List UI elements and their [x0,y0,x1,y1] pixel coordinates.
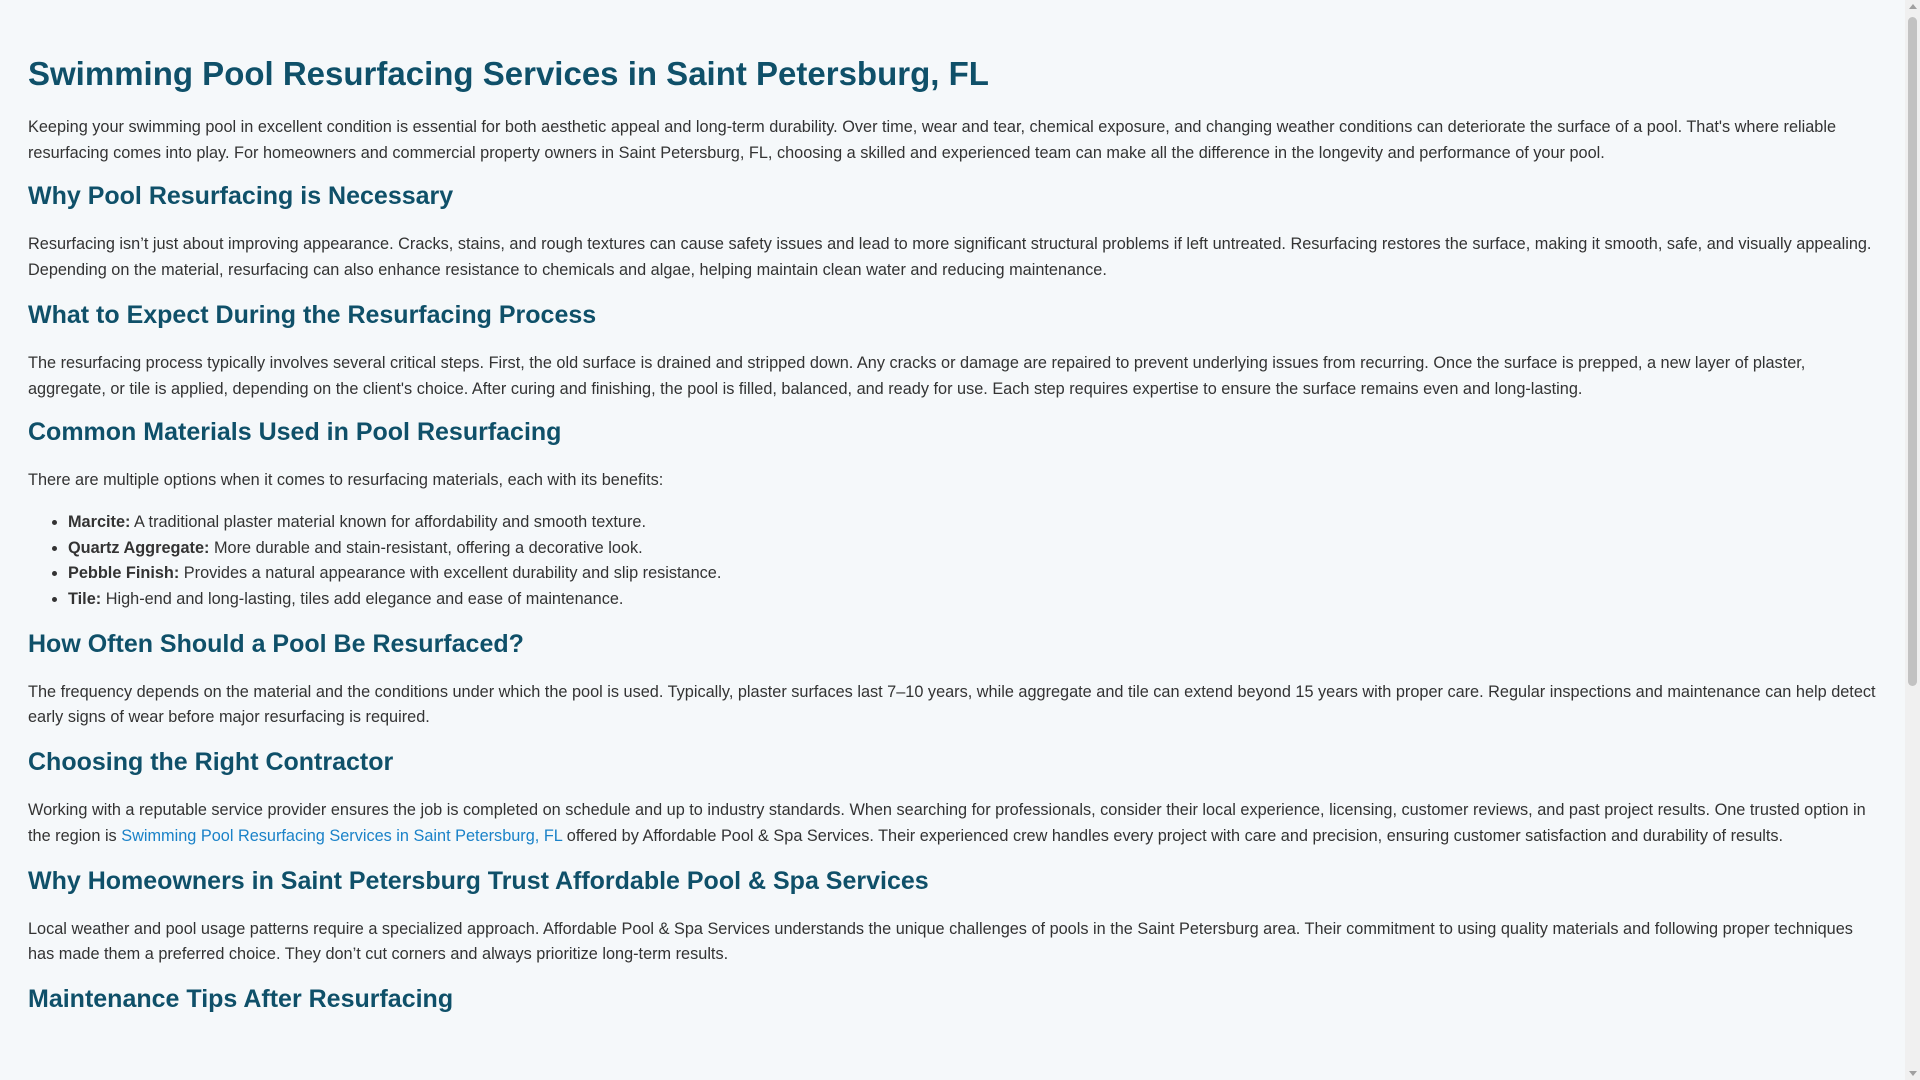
section-heading-maintenance: Maintenance Tips After Resurfacing [28,984,454,1013]
resurfacing-services-link[interactable]: Swimming Pool Resurfacing Services in Saint Petersburg, FL [121,826,563,845]
list-item-term: Marcite: [68,512,131,531]
section-body-why-necessary: Resurfacing isn’t just about improving appearance. Cracks, stains, and rough textures can cause safety issues and lead to more significant structural problems if left untreated. Resurfacing restores the surface, making it smooth, safe, and visually appealing. Depending on the material, resurfacing can also enhance resistance to chemicals and algae, helping maintain clean water and reducing maintenance. [28,235,1872,280]
section-heading-contractor: Choosing the Right Contractor [28,748,394,777]
contractor-text-after: offered by Affordable Pool & Spa Services. Their experienced crew handles every project with care and precision, ensuring customer satisfaction and durability of results. [562,826,1784,845]
list-item-term: Quartz Aggregate: [68,538,210,557]
scroll-down-arrow-icon[interactable] [1909,1071,1917,1076]
section-body-materials: There are multiple options when it comes to resurfacing materials, each with its benefits: [28,471,664,490]
vertical-scrollbar[interactable] [1905,0,1920,1080]
section-body-contractor [28,798,1877,849]
list-item-term: Pebble Finish: [68,564,180,583]
section-body-trust: Local weather and pool usage patterns require a specialized approach. Affordable Pool & Spa Services understands the unique challenges of pools in the Saint Petersburg area. Their commitment to using quality materials and following proper techniques has made them a preferred choice. They don’t cut corners and always prioritize long-term results. [28,919,1853,964]
list-item-desc: Provides a natural appearance with excellent durability and slip resistance. [179,564,722,583]
section-body-process: The resurfacing process typically involves several critical steps. First, the old surface is drained and stripped down. Any cracks or damage are repaired to prevent underlying issues from recurring. Once the surface is prepped, a new layer of plaster, aggregate, or tile is applied, depending on the client's choice. After curing and finishing, the pool is filled, balanced, and ready for use. Each step requires expertise to ensure the surface remains even and long-lasting. [28,353,1806,398]
section-heading-why-necessary: Why Pool Resurfacing is Necessary [28,182,454,211]
scroll-up-arrow-icon[interactable] [1909,4,1917,9]
materials-list [28,510,1877,613]
list-item-desc: High-end and long-lasting, tiles add elegance and ease of maintenance. [101,590,624,609]
page-title: Swimming Pool Resurfacing Services in Saint Petersburg, FL [28,55,989,92]
intro-paragraph: Keeping your swimming pool in excellent condition is essential for both aesthetic appeal and long-term durability. Over time, wear and tear, chemical exposure, and changing weather conditions can deteriorate the surface of a pool. That's where reliable resurfacing comes into play. For homeowners and commercial property owners in Saint Petersburg, FL, choosing a skilled and experienced team can make all the difference in the longevity and performance of your pool. [28,118,1837,162]
list-item-desc: A traditional plaster material known for affordability and smooth texture. [130,512,646,531]
section-heading-materials: Common Materials Used in Pool Resurfacing [28,418,562,447]
list-item [68,561,1877,587]
list-item-term: Tile: [68,590,102,609]
section-heading-frequency: How Often Should a Pool Be Resurfaced? [28,629,524,658]
scrollbar-thumb[interactable] [1908,17,1917,686]
list-item [68,536,1877,562]
contractor-text-before: Working with a reputable service provider ensures the job is completed on schedule and up to industry standards. When searching for professionals, consider their local experience, licensing, customer reviews, and past project results. One trusted option in the region is [28,801,1866,845]
section-heading-process: What to Expect During the Resurfacing Process [28,300,597,329]
list-item-desc: More durable and stain-resistant, offering a decorative look. [209,538,643,557]
section-body-frequency: The frequency depends on the material and the conditions under which the pool is used. Typically, plaster surfaces last 7–10 years, while aggregate and tile can extend beyond 15 years with proper care. Regular inspections and maintenance can help detect early signs of wear before major resurfacing is required. [28,682,1876,727]
article [0,55,1905,1015]
list-item [68,510,1877,536]
list-item [68,587,1877,613]
section-heading-trust: Why Homeowners in Saint Petersburg Trust Affordable Pool & Spa Services [28,866,929,895]
